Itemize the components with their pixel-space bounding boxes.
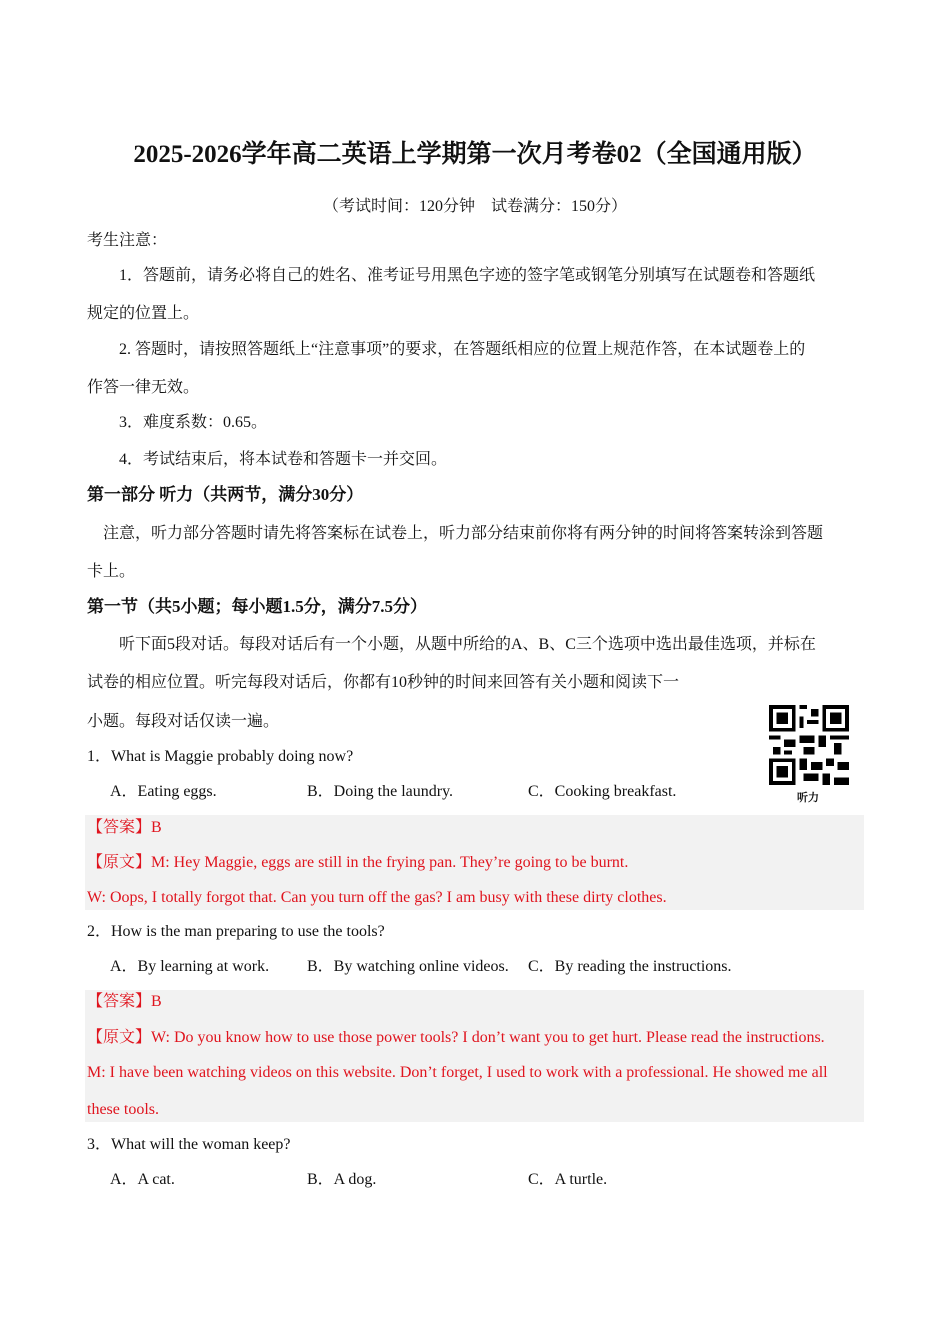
option-b: B．By watching online videos. <box>307 958 509 975</box>
document-title: 2025-2026学年高二英语上学期第一次月考卷02（全国通用版） <box>133 141 817 168</box>
transcript: M: I have been watching videos on this website. Don’t forget, I used to work with a professional. He showed me all <box>87 1064 828 1081</box>
question-2: 2．How is the man preparing to use the tools? <box>87 923 385 940</box>
answer: 【答案】B <box>87 993 162 1010</box>
transcript: 【原文】M: Hey Maggie, eggs are still in the frying pan. They’re going to be burnt. <box>87 854 629 871</box>
answer: 【答案】B <box>87 819 162 836</box>
notice-item: 作答一律无效。 <box>87 379 200 396</box>
qr-code-icon <box>768 705 850 785</box>
transcript: 【原文】W: Do you know how to use those power tools? I don’t want you to get hurt. Please read the instructions. <box>87 1029 825 1046</box>
qr-label: 听力 <box>797 792 819 804</box>
transcript: these tools. <box>87 1101 159 1118</box>
answer-box <box>85 990 864 1122</box>
option-b: B．A dog. <box>307 1171 377 1188</box>
section-heading: 第一节（共5小题；每小题1.5分，满分7.5分） <box>87 597 427 616</box>
notice-item: 3．难度系数：0.65。 <box>119 414 268 431</box>
option-c: C．Cooking breakfast. <box>528 783 677 800</box>
notice-heading: 考生注意： <box>87 232 168 249</box>
option-c: C．A turtle. <box>528 1171 608 1188</box>
section-instructions: 小题。每段对话仅读一遍。 <box>87 713 280 730</box>
question-1: 1．What is Maggie probably doing now? <box>87 748 354 765</box>
notice-item: 1．答题前，请务必将自己的姓名、准考证号用黑色字迹的签字笔或钢笔分别填写在试题卷和答题纸 <box>119 267 816 284</box>
part-note: 注意，听力部分答题时请先将答案标在试卷上，听力部分结束前你将有两分钟的时间将答案转涂到答题 <box>103 525 824 542</box>
option-a: A．A cat. <box>110 1171 175 1188</box>
notice-item: 4．考试结束后，将本试卷和答题卡一并交回。 <box>119 451 448 468</box>
notice-item: 规定的位置上。 <box>87 305 200 322</box>
exam-info: （考试时间：120分钟 试卷满分：150分） <box>322 198 627 215</box>
question-3: 3．What will the woman keep? <box>87 1136 291 1153</box>
option-b: B．Doing the laundry. <box>307 783 454 800</box>
option-c: C．By reading the instructions. <box>528 958 732 975</box>
section-instructions: 听下面5段对话。每段对话后有一个小题，从题中所给的A、B、C三个选项中选出最佳选项，并标在 <box>119 636 816 653</box>
part-note: 卡上。 <box>87 563 136 580</box>
option-a: A．By learning at work. <box>110 958 270 975</box>
option-a: A．Eating eggs. <box>110 783 217 800</box>
part-heading: 第一部分 听力（共两节，满分30分） <box>87 485 364 504</box>
transcript: W: Oops, I totally forgot that. Can you turn off the gas? I am busy with these dirty clothes. <box>87 889 667 906</box>
section-instructions: 试卷的相应位置。听完每段对话后，你都有10秒钟的时间来回答有关小题和阅读下一 <box>87 674 680 691</box>
notice-item: 2. 答题时，请按照答题纸上“注意事项”的要求，在答题纸相应的位置上规范作答，在本试题卷上的 <box>119 341 806 358</box>
